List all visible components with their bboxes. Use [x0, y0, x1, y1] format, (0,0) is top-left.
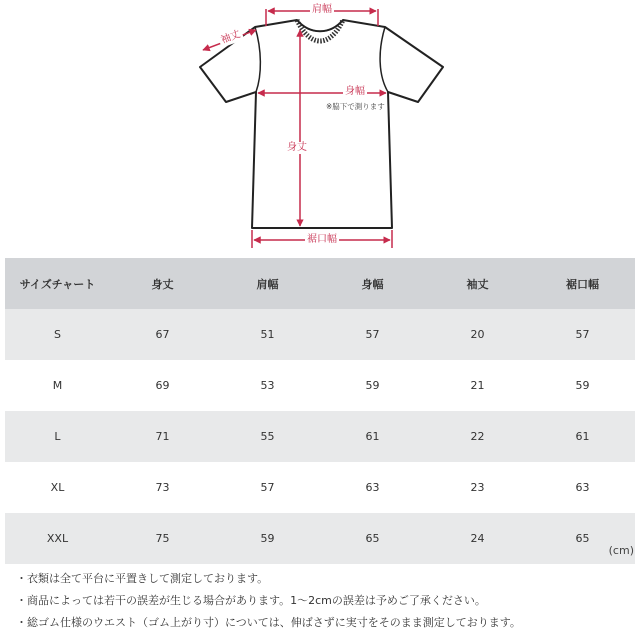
header-shoulder: 肩幅: [256, 277, 279, 291]
hem-cell: 59: [575, 379, 590, 392]
size-cell: XL: [50, 481, 65, 494]
shoulder-cell: 53: [260, 379, 275, 392]
length-cell: 73: [155, 481, 170, 494]
size-diagram: [0, 0, 640, 258]
size-cell: XXL: [46, 532, 69, 545]
hem-label: 裾口幅: [307, 234, 337, 245]
shoulder-cell: 59: [260, 532, 275, 545]
hem-cell: 65: [575, 532, 590, 545]
table-row: [5, 513, 635, 564]
header-chest: 身幅: [361, 277, 384, 291]
table-row: [5, 309, 635, 360]
shoulder-cell: 55: [260, 430, 275, 443]
length-cell: 67: [155, 328, 170, 341]
length-cell: 69: [155, 379, 170, 392]
chest-cell: 59: [365, 379, 380, 392]
note-item: ・商品によっては若干の誤差が生じる場合があります。1〜2cmの誤差は予めご了承ください。: [16, 594, 486, 607]
unit-label: (cm): [608, 544, 634, 557]
shoulder-label: 肩幅: [312, 4, 332, 15]
sleeve-label: 袖丈: [218, 28, 245, 47]
shoulder-cell: 57: [260, 481, 275, 494]
sleeve-cell: 21: [470, 379, 485, 392]
length-label: 身丈: [287, 142, 307, 153]
tshirt-illustration: [0, 0, 640, 258]
hem-cell: 61: [575, 430, 590, 443]
header-length: 身丈: [151, 277, 174, 291]
hem-cell: 57: [575, 328, 590, 341]
chest-label: 身幅: [345, 86, 365, 97]
sleeve-cell: 22: [470, 430, 485, 443]
table-row: [5, 360, 635, 411]
note-item: ・総ゴム仕様のウエスト（ゴム上がり寸）については、伸ばさずに実寸をそのまま測定しております。: [16, 616, 521, 629]
size-cell: S: [54, 328, 61, 341]
note-item: ・衣類は全て平台に平置きして測定しております。: [16, 572, 269, 585]
size-cell: L: [54, 430, 61, 443]
chest-cell: 57: [365, 328, 380, 341]
chest-cell: 61: [365, 430, 380, 443]
tshirt-outline: [200, 20, 443, 228]
chest-cell: 65: [365, 532, 380, 545]
header-hem: 裾口幅: [566, 277, 599, 291]
length-cell: 75: [155, 532, 170, 545]
header-size-chart: サイズチャート: [19, 277, 96, 291]
sleeve-cell: 23: [470, 481, 485, 494]
sleeve-cell: 24: [470, 532, 485, 545]
table-header-row: [5, 258, 635, 309]
chest-note: ※脇下で測ります: [326, 102, 385, 111]
notes-list: [16, 568, 521, 634]
header-sleeve: 袖丈: [466, 277, 489, 291]
table-row: [5, 411, 635, 462]
table-row: [5, 462, 635, 513]
shoulder-cell: 51: [260, 328, 275, 341]
size-chart-table: [5, 258, 635, 564]
chest-cell: 63: [365, 481, 380, 494]
size-cell: M: [52, 379, 63, 392]
length-cell: 71: [155, 430, 170, 443]
sleeve-cell: 20: [470, 328, 485, 341]
hem-cell: 63: [575, 481, 590, 494]
